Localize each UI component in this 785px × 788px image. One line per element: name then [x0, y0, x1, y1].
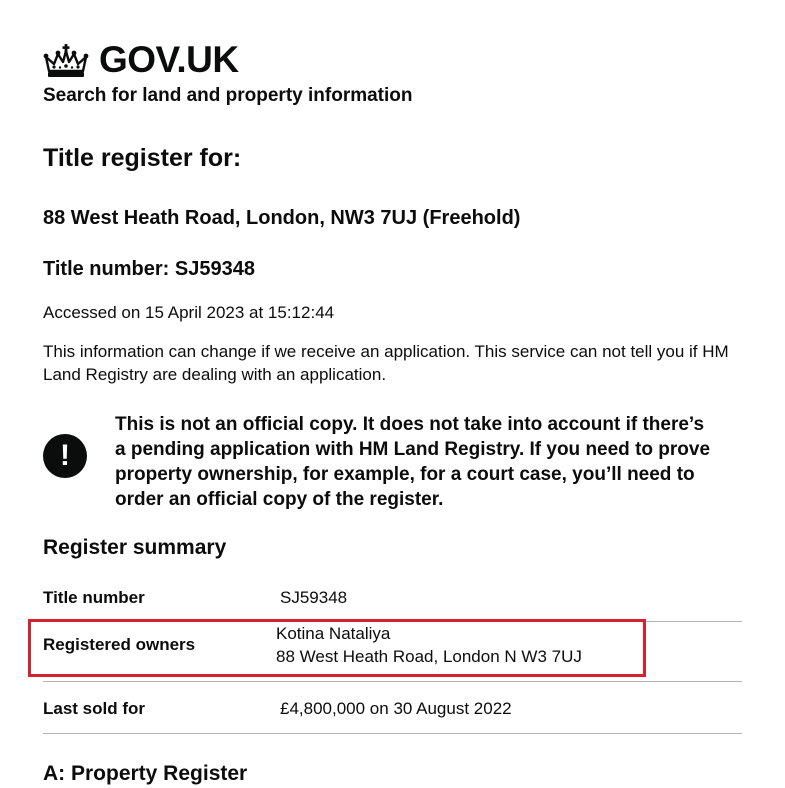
summary-row-title-number — [43, 578, 742, 622]
accessed-timestamp: Accessed on 15 April 2023 at 15:12:44 — [43, 303, 335, 322]
page-title: Title register for: — [43, 144, 242, 172]
service-name[interactable]: Search for land and property information — [43, 85, 413, 106]
section-a-heading: A: Property Register — [43, 762, 248, 785]
summary-key: Last sold for — [43, 699, 146, 718]
summary-value: SJ59348 — [280, 588, 348, 607]
exclamation-icon: ! — [43, 434, 87, 478]
title-number-heading: Title number: SJ59348 — [43, 258, 255, 280]
summary-value: £4,800,000 on 30 August 2022 — [280, 699, 512, 718]
info-text: This information can change if we receive an application. This service can not tell you if HM Land Registry are dealing with an application. — [43, 342, 729, 384]
owner-name: Kotina Nataliya — [276, 624, 391, 643]
summary-key: Registered owners — [43, 635, 196, 654]
govuk-logo[interactable] — [43, 40, 239, 78]
property-address: 88 West Heath Road, London, NW3 7UJ (Freehold) — [43, 207, 521, 229]
crown-icon — [43, 44, 89, 78]
site-header — [43, 38, 413, 106]
summary-row-last-sold — [43, 682, 742, 734]
warning-text: This is not an official copy. It does not take into account if there’s a pending application with HM Land Registry. If you need to prove property ownership, for example, for a court case, you’ll need to order an official copy of the register. — [115, 414, 711, 510]
brand-name: GOV.UK — [99, 38, 239, 80]
highlight-box — [28, 619, 646, 677]
register-summary-heading: Register summary — [43, 536, 227, 559]
summary-key: Title number — [43, 588, 145, 607]
owner-address: 88 West Heath Road, London N W3 7UJ — [276, 647, 582, 666]
